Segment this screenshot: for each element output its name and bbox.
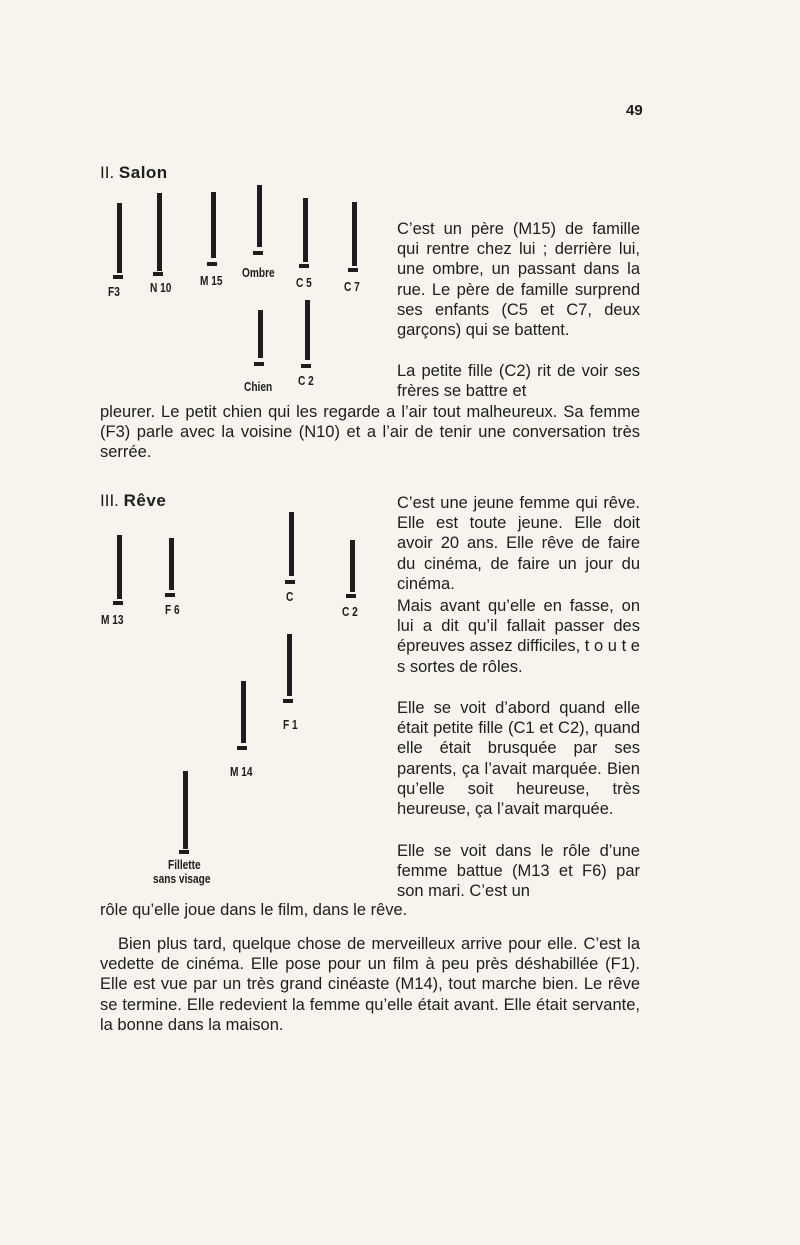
figure-stick-f6 (169, 538, 174, 590)
figure-label: F3 (108, 284, 120, 299)
paragraph-reve-2: Mais avant qu’elle en fasse, on lui a dit qu’il fallait passer des épreuves assez difficiles, t o u t e s sortes de rôles. (397, 597, 640, 676)
figure-label: C (286, 589, 294, 604)
figure-stick-m14 (241, 681, 246, 743)
figure-label: C 2 (298, 373, 314, 388)
figure-label: M 13 (101, 612, 124, 627)
section-numeral: III. (100, 491, 119, 510)
figure-base-chien (254, 362, 264, 366)
figure-label: M 15 (200, 273, 223, 288)
section-name: Rêve (123, 491, 167, 510)
paragraph-reve-5: Bien plus tard, quelque chose de merveilleux arrive pour elle. C’est la vedette de cinéma. Elle pose pour un film à peu près déshabillée (F1). Elle est vue par un très grand cinéaste (M14), tout marche bien. Le rêve se termine. Elle redevient la femme qu’elle était avant. Elle était servante, la bonne dans la maison. (100, 935, 640, 1034)
figure-label: sans visage (153, 871, 211, 886)
figure-base-m15 (207, 262, 217, 266)
figure-base-fillette (179, 850, 189, 854)
figure-stick-c2-reve (350, 540, 355, 592)
paragraph-salon-full: pleurer. Le petit chien qui les regarde a l’air tout malheureux. Sa femme (F3) parle avec la voisine (N10) et a l’air de tenir une conversation très serrée. (100, 403, 640, 462)
figure-base-f6 (165, 593, 175, 597)
paragraph-reve-3: Elle se voit d’abord quand elle était petite fille (C1 et C2), quand elle était brusquée par ses parents, ça l’avait marquée. Bien qu’elle soit heureuse, très heureuse, ça l’avait marquée. (397, 699, 640, 819)
figure-label: Chien (244, 379, 273, 394)
figure-label: F 1 (283, 717, 298, 732)
figure-label: F 6 (165, 602, 180, 617)
figure-stick-m15 (211, 192, 216, 258)
figure-stick-f3 (117, 203, 122, 273)
figure-label: Fillette (168, 857, 201, 872)
paragraph-reve-4: Elle se voit dans le rôle d’une femme battue (M13 et F6) par son mari. C’est un (397, 842, 640, 901)
paragraph-reve-4-full: rôle qu’elle joue dans le film, dans le rêve. (100, 901, 408, 919)
figure-stick-c5 (303, 198, 308, 262)
figure-label: C 7 (344, 279, 360, 294)
figure-stick-m13 (117, 535, 122, 599)
figure-label: C 2 (342, 604, 358, 619)
figure-stick-n10 (157, 193, 162, 271)
figure-label: Ombre (242, 265, 275, 280)
section-numeral: II. (100, 163, 115, 182)
section-title-reve (100, 491, 166, 511)
figure-base-ombre (253, 251, 263, 255)
figure-stick-c2 (305, 300, 310, 360)
figure-base-c2 (301, 364, 311, 368)
section-name: Salon (118, 163, 168, 182)
figure-stick-chien (258, 310, 263, 358)
section-title-salon (100, 163, 168, 183)
figure-base-c5 (299, 264, 309, 268)
figure-stick-c (289, 512, 294, 576)
figure-stick-c7 (352, 202, 357, 266)
figure-stick-ombre (257, 185, 262, 247)
figure-label: M 14 (230, 764, 253, 779)
figure-base-m14 (237, 746, 247, 750)
paragraph-reve-1: C’est une jeune femme qui rêve. Elle est toute jeune. Elle doit avoir 20 ans. Elle rêve de faire du cinéma, de faire un jour du cinéma. (397, 494, 640, 593)
figure-base-c7 (348, 268, 358, 272)
figure-stick-f1 (287, 634, 292, 696)
figure-base-f1 (283, 699, 293, 703)
figure-base-c (285, 580, 295, 584)
figure-label: N 10 (150, 280, 172, 295)
figure-base-c2-reve (346, 594, 356, 598)
figure-label: C 5 (296, 275, 312, 290)
paragraph-salon-right: C’est un père (M15) de famille qui rentre chez lui ; derrière lui, une ombre, un passant dans la rue. Le père de famille surprend ses enfants (C5 et C7, deux garçons) qui se battent. (397, 220, 640, 340)
figure-base-f3 (113, 275, 123, 279)
figure-base-m13 (113, 601, 123, 605)
figure-stick-fillette (183, 771, 188, 849)
paragraph-salon-right2: La petite fille (C2) rit de voir ses frères se battre et (397, 362, 640, 401)
page-number: 49 (626, 102, 643, 119)
figure-base-n10 (153, 272, 163, 276)
